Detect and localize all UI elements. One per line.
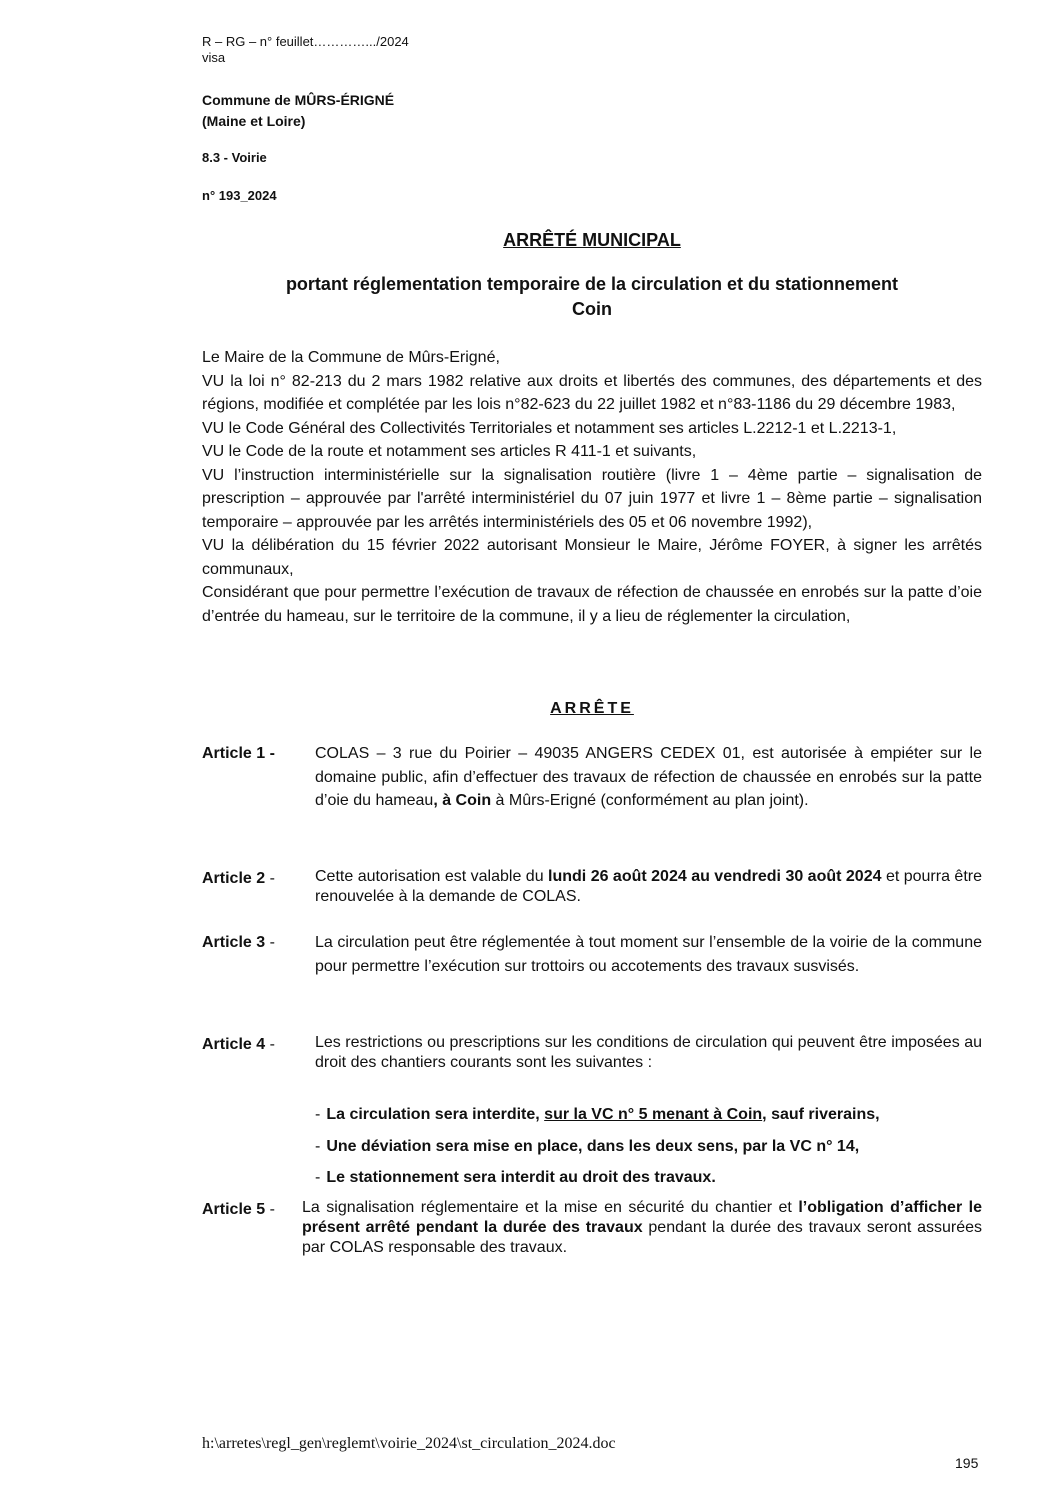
preamble-vu-cgct: VU le Code Général des Collectivités Territoriales et notamment ses articles L.2212-1 et L.2213-1,: [202, 419, 897, 437]
category-label: 8.3 - Voirie: [202, 150, 267, 165]
arrete-heading: ARRÊTE: [550, 700, 634, 717]
preamble-considerant: Considérant que pour permettre l’exécution de travaux de réfection de chaussée en enrobés sur la patte d’oie d’entrée du hameau, sur le territoire de la commune, il y a lieu de réglementer la circulation,: [202, 584, 982, 625]
subtitle: [200, 272, 984, 322]
article-3-label-dash: -: [265, 934, 275, 951]
feuillet-line: R – RG – n° feuillet………….../2024: [202, 34, 409, 49]
article-2-text-bold: lundi 26 août 2024 au vendredi 30 août 2024: [548, 868, 882, 885]
article-5-text-a: La signalisation réglementaire et la mise en sécurité du chantier et: [302, 1199, 799, 1216]
preamble: [202, 346, 982, 628]
arrete-number: n° 193_2024: [202, 188, 277, 203]
bullet-2-text: Une déviation sera mise en place, dans les deux sens, par la VC n° 14,: [326, 1138, 860, 1155]
article-2-label: [202, 867, 275, 891]
article-5-text-bold: l’obligation d’afficher le présent arrêté pendant la durée des travaux: [302, 1199, 982, 1236]
bullet-1-b: , sauf riverains,: [762, 1106, 880, 1123]
visa-line: visa: [202, 50, 226, 65]
bullet-1-a: La circulation sera interdite,: [326, 1106, 545, 1123]
commune-name: Commune de MÛRS-ÉRIGNÉ: [202, 92, 395, 108]
article-1-label-text: Article 1 -: [202, 745, 275, 762]
article-2-text-b: et pourra être renouvelée à la demande de COLAS.: [315, 868, 982, 905]
commune-block: [202, 90, 394, 132]
preamble-vu-code-route: VU le Code de la route et notamment ses articles R 411-1 et suivants,: [202, 443, 697, 460]
bullet-1-underlined: sur la VC n° 5 menant à Coin: [544, 1106, 763, 1123]
article-3-label: [202, 931, 275, 955]
footer-file-path: h:\arretes\regl_gen\reglemt\voirie_2024\st_circulation_2024.doc: [202, 1435, 616, 1452]
page-title: ARRÊTÉ MUNICIPAL: [503, 230, 681, 250]
article-5-text: [302, 1198, 982, 1258]
preamble-vu-loi: VU la loi n° 82-213 du 2 mars 1982 relative aux droits et libertés des communes, des départements et des régions, modifiée et complétée par les lois n°82-623 du 22 juillet 1982 et n°83-1186 du 29 décembre 1983,: [202, 372, 982, 413]
article-4-bullet-3: - Le stationnement sera interdit au droit des travaux.: [315, 1169, 716, 1186]
preamble-vu-deliberation: VU la délibération du 15 février 2022 autorisant Monsieur le Maire, Jérôme FOYER, à signer les arrêtés communaux,: [202, 537, 982, 578]
preamble-maire: Le Maire de la Commune de Mûrs-Erigné,: [202, 349, 500, 366]
article-1-text-bold: , à Coin: [433, 792, 492, 809]
article-3-text: [315, 931, 982, 978]
article-2-text-a: Cette autorisation est valable du: [315, 868, 549, 885]
article-3-label-text: Article 3: [202, 934, 266, 951]
article-1-text: [315, 742, 982, 813]
departement-name: (Maine et Loire): [202, 113, 306, 129]
article-4-bullet-1: - La circulation sera interdite, sur la VC n° 5 menant à Coin, sauf riverains,: [315, 1106, 880, 1123]
article-1-text-a: COLAS – 3 rue du Poirier – 49035 ANGERS CEDEX 01, est autorisée à empiéter sur le domaine public, afin d’effectuer des travaux de réfection de chaussée en enrobés sur la patte d’oie du hameau: [315, 745, 982, 809]
article-2-label-dash: -: [265, 870, 275, 887]
article-5-text-b: pendant la durée des travaux seront assurées par COLAS responsable des travaux.: [302, 1219, 982, 1256]
article-2-label-text: Article 2: [202, 870, 266, 887]
article-5-label-text: Article 5: [202, 1201, 266, 1218]
header-reference: [202, 34, 409, 66]
article-4-paragraph: Les restrictions ou prescriptions sur les conditions de circulation qui peuvent être imposées au droit des chantiers courants sont les suivantes :: [315, 1034, 982, 1071]
article-4-label: [202, 1033, 275, 1057]
article-5-label-dash: -: [265, 1201, 275, 1218]
article-4-bullet-2: - Une déviation sera mise en place, dans les deux sens, par la VC n° 14,: [315, 1138, 860, 1155]
article-1-text-b: à Mûrs-Erigné (conformément au plan joint).: [491, 792, 809, 809]
bullet-3-text: Le stationnement sera interdit au droit des travaux.: [326, 1169, 716, 1186]
article-4-label-dash: -: [265, 1036, 275, 1053]
article-1-label: [202, 742, 275, 766]
article-4-label-text: Article 4: [202, 1036, 266, 1053]
page-number: 195: [955, 1455, 979, 1471]
article-4-text: [315, 1033, 982, 1073]
subtitle-line-2: Coin: [572, 299, 612, 319]
article-3-paragraph: La circulation peut être réglementée à tout moment sur l’ensemble de la voirie de la commune pour permettre l’exécution sur trottoirs ou accotements des travaux susvisés.: [315, 934, 982, 975]
article-2-text: [315, 867, 982, 907]
article-5-label: [202, 1198, 275, 1222]
preamble-vu-instruction: VU l’instruction interministérielle sur la signalisation routière (livre 1 – 4ème partie – signalisation de prescription – approuvée par l'arrêté interministériel du 07 juin 1977 et livre 1 – 8ème partie – signalisation temporaire – approuvée par les arrêtés interministériels des 05 et 06 novembre 1992),: [202, 466, 982, 531]
subtitle-line-1: portant réglementation temporaire de la circulation et du stationnement: [285, 274, 899, 294]
